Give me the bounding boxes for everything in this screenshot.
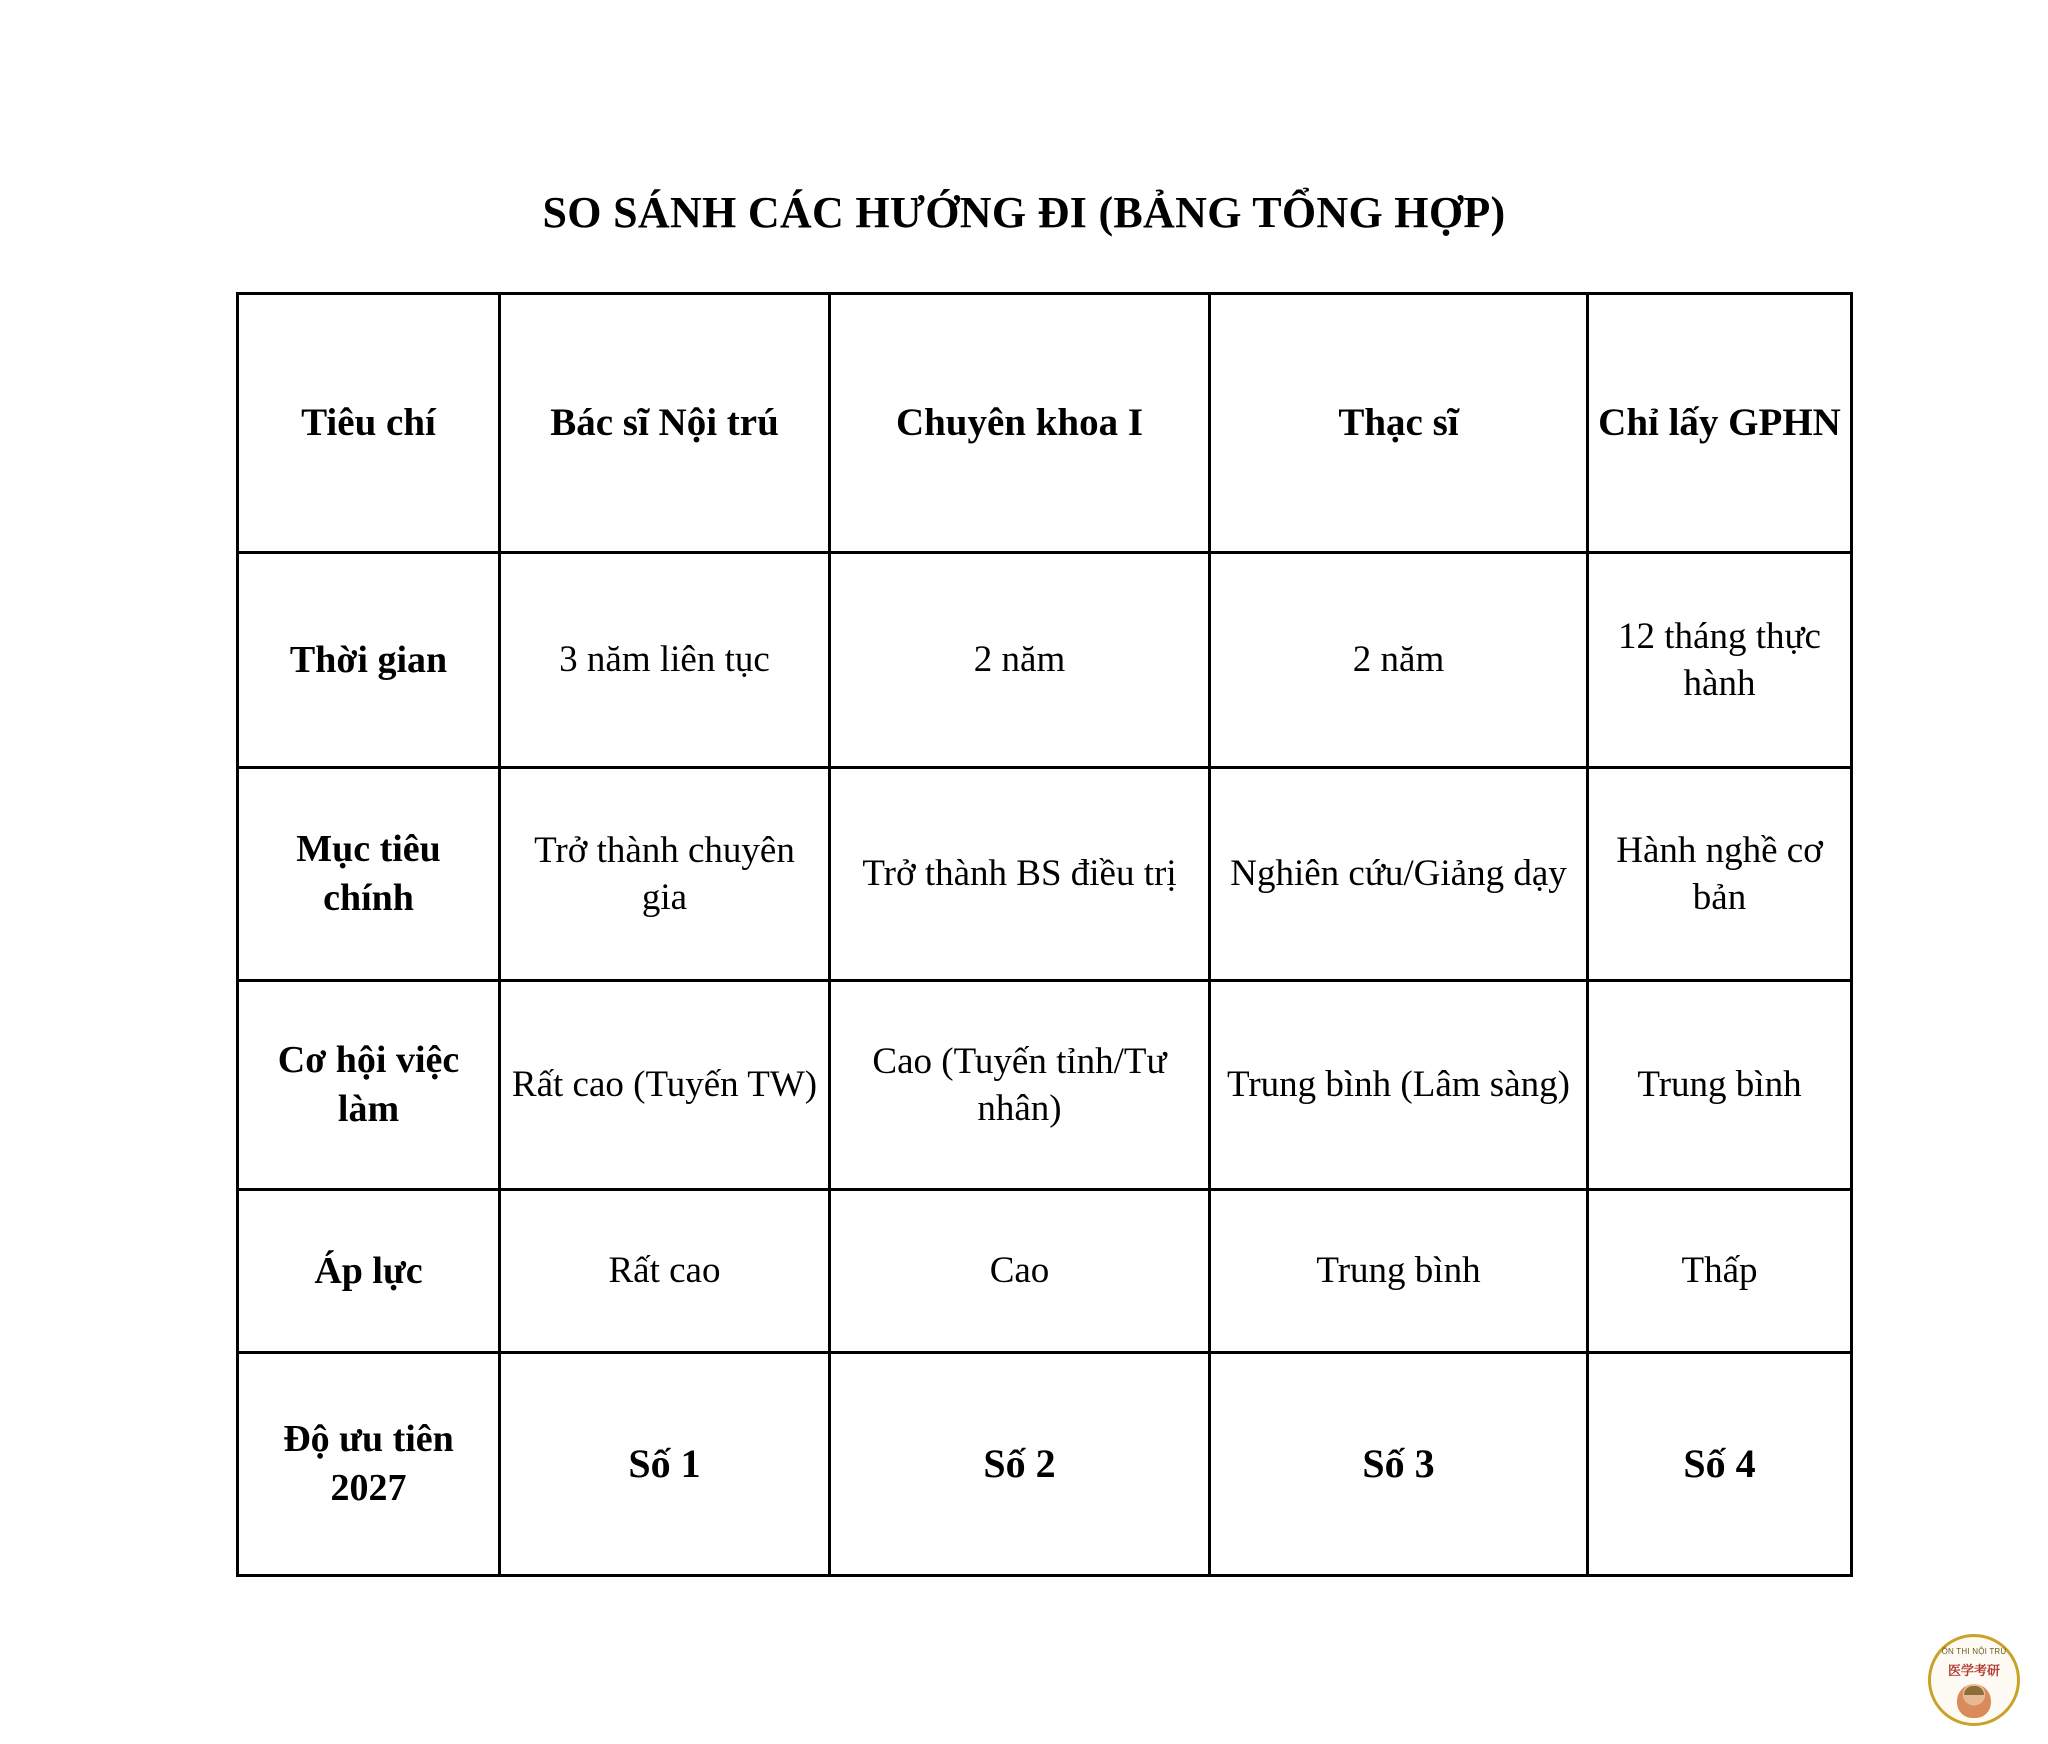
logo-caption: ÔN THI NỘI TRÚ: [1941, 1647, 2007, 1656]
cell-viec-lam-thac-si: Trung bình (Lâm sàng): [1210, 981, 1588, 1190]
table-row: [238, 981, 1852, 1190]
row-criterion-muc-tieu: Mục tiêu chính: [238, 768, 500, 981]
watermark-logo-icon: [1928, 1634, 2020, 1726]
cell-thoi-gian-ck1: 2 năm: [830, 553, 1210, 768]
table-row: [238, 1353, 1852, 1576]
page-title: SO SÁNH CÁC HƯỚNG ĐI (BẢNG TỔNG HỢP): [542, 188, 1506, 237]
cell-uu-tien-noi-tru: Số 1: [500, 1353, 830, 1576]
table-row: [238, 553, 1852, 768]
comparison-table-container: [236, 292, 1850, 1577]
row-criterion-ap-luc: Áp lực: [238, 1190, 500, 1353]
table-header-row: [238, 294, 1852, 553]
cell-muc-tieu-ck1: Trở thành BS điều trị: [830, 768, 1210, 981]
cell-viec-lam-noi-tru: Rất cao (Tuyến TW): [500, 981, 830, 1190]
logo-characters: 医学考研: [1947, 1664, 2000, 1679]
comparison-table: [236, 292, 1853, 1577]
cell-uu-tien-thac-si: Số 3: [1210, 1353, 1588, 1576]
table-row: [238, 1190, 1852, 1353]
row-criterion-thoi-gian: Thời gian: [238, 553, 500, 768]
cell-ap-luc-noi-tru: Rất cao: [500, 1190, 830, 1353]
row-criterion-co-hoi-viec-lam: Cơ hội việc làm: [238, 981, 500, 1190]
table-header-cell-chuyen-khoa-1: Chuyên khoa I: [830, 294, 1210, 553]
cell-muc-tieu-noi-tru: Trở thành chuyên gia: [500, 768, 830, 981]
row-criterion-do-uu-tien: Độ ưu tiên 2027: [238, 1353, 500, 1576]
cell-ap-luc-ck1: Cao: [830, 1190, 1210, 1353]
logo-figure-icon: [1957, 1684, 1991, 1718]
cell-thoi-gian-noi-tru: 3 năm liên tục: [500, 553, 830, 768]
table-row: [238, 768, 1852, 981]
cell-muc-tieu-gphn: Hành nghề cơ bản: [1588, 768, 1852, 981]
cell-viec-lam-gphn: Trung bình: [1588, 981, 1852, 1190]
table-header-cell-thac-si: Thạc sĩ: [1210, 294, 1588, 553]
cell-thoi-gian-thac-si: 2 năm: [1210, 553, 1588, 768]
cell-viec-lam-ck1: Cao (Tuyến tỉnh/Tư nhân): [830, 981, 1210, 1190]
cell-uu-tien-gphn: Số 4: [1588, 1353, 1852, 1576]
table-header-cell-noi-tru: Bác sĩ Nội trú: [500, 294, 830, 553]
table-header-cell-criterion: Tiêu chí: [238, 294, 500, 553]
cell-uu-tien-ck1: Số 2: [830, 1353, 1210, 1576]
cell-muc-tieu-thac-si: Nghiên cứu/Giảng dạy: [1210, 768, 1588, 981]
cell-ap-luc-thac-si: Trung bình: [1210, 1190, 1588, 1353]
table-header-cell-gphn: Chỉ lấy GPHN: [1588, 294, 1852, 553]
cell-ap-luc-gphn: Thấp: [1588, 1190, 1852, 1353]
cell-thoi-gian-gphn: 12 tháng thực hành: [1588, 553, 1852, 768]
